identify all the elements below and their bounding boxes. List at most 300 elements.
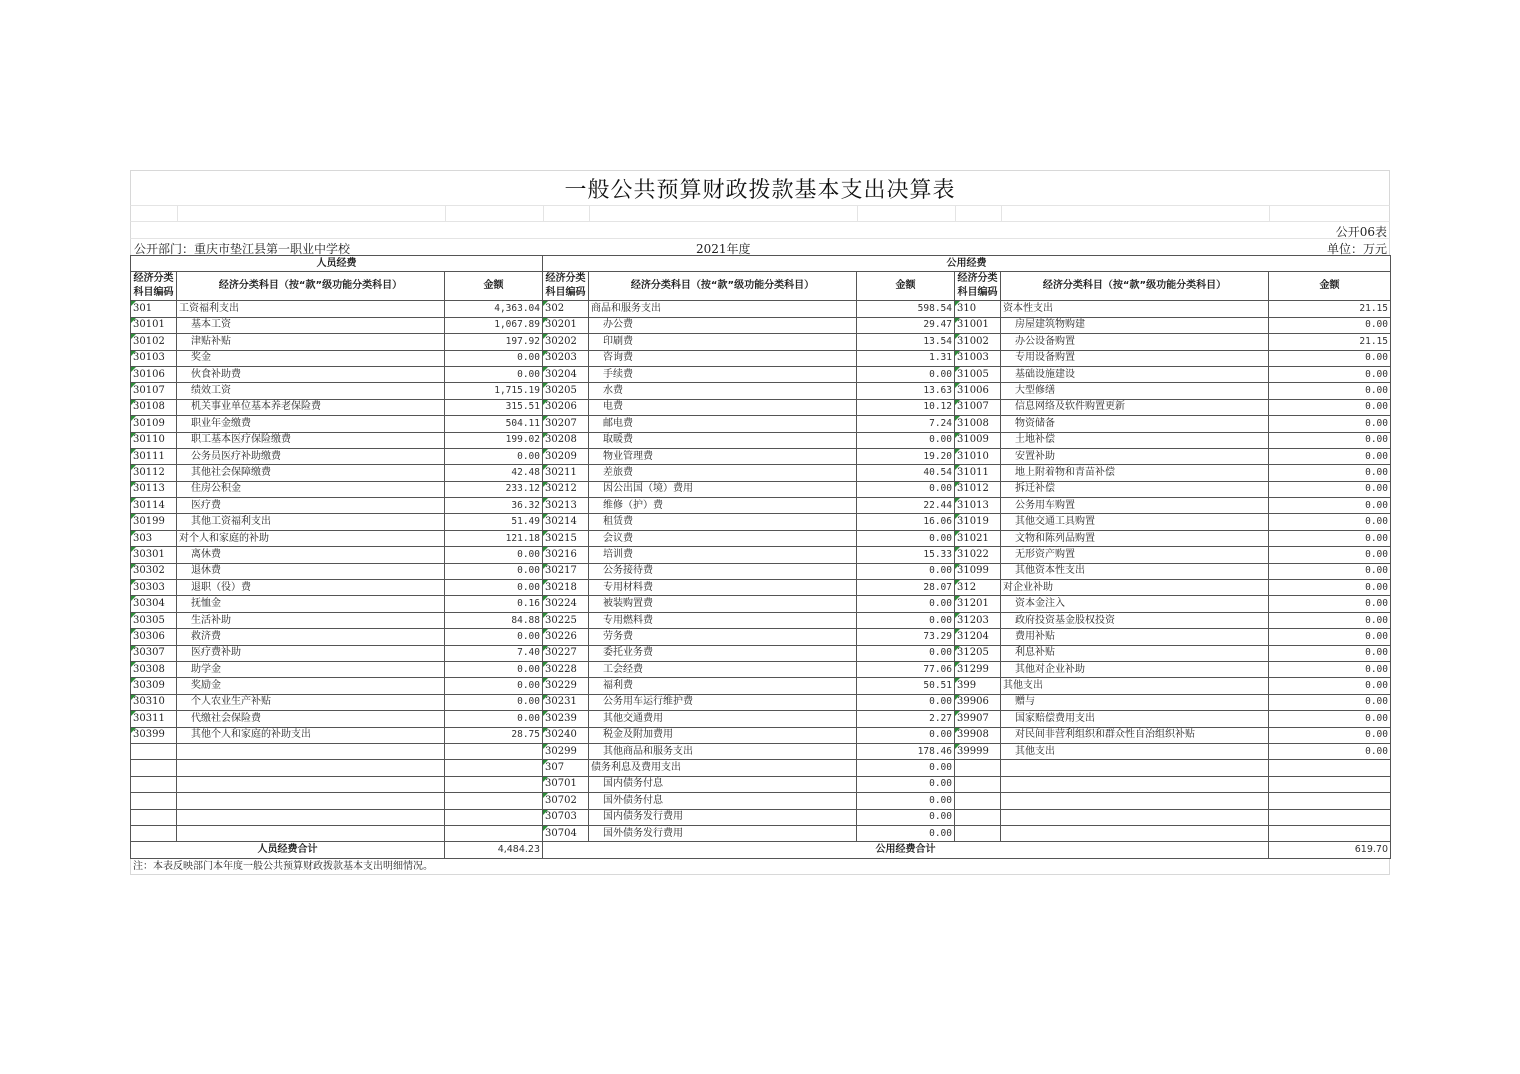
category-cell: 利息补贴	[1001, 645, 1269, 661]
code-cell: 30202	[543, 334, 589, 350]
report-sheet	[130, 170, 1390, 875]
category-cell: 伙食补助费	[177, 366, 445, 382]
category-cell: 物业管理费	[589, 448, 857, 464]
category-cell: 其他工资福利支出	[177, 514, 445, 530]
table-row	[131, 743, 1391, 759]
header-code: 经济分类科目编码	[543, 272, 589, 301]
code-cell: 31012	[955, 481, 1001, 497]
code-cell: 30310	[131, 694, 177, 710]
amount-cell: 0.00	[445, 661, 543, 677]
code-cell: 30206	[543, 399, 589, 415]
category-cell: 基础设施建设	[1001, 366, 1269, 382]
code-cell: 30308	[131, 661, 177, 677]
code-cell: 30109	[131, 416, 177, 432]
amount-cell: 0.00	[445, 678, 543, 694]
category-cell: 维修（护）费	[589, 498, 857, 514]
code-cell: 30309	[131, 678, 177, 694]
department: 公开部门：重庆市垫江县第一职业中学校	[134, 242, 351, 256]
amount-cell: 0.00	[445, 366, 543, 382]
category-cell: 绩效工资	[177, 383, 445, 399]
category-cell: 培训费	[589, 547, 857, 563]
amount-cell: 0.00	[857, 596, 955, 612]
personnel-total-label: 人员经费合计	[131, 842, 445, 858]
amount-cell: 13.54	[857, 334, 955, 350]
category-cell: 会议费	[589, 530, 857, 546]
amount-cell: 0.00	[1269, 448, 1391, 464]
amount-cell: 0.00	[1269, 481, 1391, 497]
category-cell: 土地补偿	[1001, 432, 1269, 448]
table-row	[131, 530, 1391, 546]
category-cell	[1001, 760, 1269, 776]
table-row	[131, 498, 1391, 514]
amount-cell: 315.51	[445, 399, 543, 415]
category-cell: 离休费	[177, 547, 445, 563]
category-cell: 电费	[589, 399, 857, 415]
amount-cell: 0.00	[1269, 612, 1391, 628]
amount-cell: 0.00	[1269, 317, 1391, 333]
amount-cell: 19.20	[857, 448, 955, 464]
category-cell: 奖金	[177, 350, 445, 366]
code-cell: 31007	[955, 399, 1001, 415]
category-cell: 水费	[589, 383, 857, 399]
amount-cell: 0.00	[1269, 547, 1391, 563]
code-cell: 30214	[543, 514, 589, 530]
table-row	[131, 793, 1391, 809]
amount-cell: 0.00	[445, 350, 543, 366]
amount-cell: 0.00	[1269, 645, 1391, 661]
title-row	[130, 170, 1390, 205]
category-cell	[177, 825, 445, 841]
table-row	[131, 563, 1391, 579]
header-amount: 金额	[857, 272, 955, 301]
form-id: 公开06表	[1335, 225, 1387, 239]
table-row	[131, 825, 1391, 841]
amount-cell: 0.00	[1269, 514, 1391, 530]
amount-cell	[445, 793, 543, 809]
code-cell: 30106	[131, 366, 177, 382]
category-cell: 信息网络及软件购置更新	[1001, 399, 1269, 415]
header-name: 经济分类科目（按“款”级功能分类科目）	[177, 272, 445, 301]
category-cell: 其他商品和服务支出	[589, 743, 857, 759]
column-header-row	[131, 272, 1391, 301]
code-cell: 30107	[131, 383, 177, 399]
code-cell: 31011	[955, 465, 1001, 481]
code-cell: 310	[955, 301, 1001, 317]
table-row	[131, 760, 1391, 776]
category-cell: 办公设备购置	[1001, 334, 1269, 350]
code-cell: 30203	[543, 350, 589, 366]
amount-cell: 0.00	[1269, 661, 1391, 677]
totals-row	[131, 842, 1391, 858]
category-cell: 债务利息及费用支出	[589, 760, 857, 776]
amount-cell: 233.12	[445, 481, 543, 497]
personnel-total-value: 4,484.23	[445, 842, 543, 858]
amount-cell	[445, 825, 543, 841]
public-total-value: 619.70	[1269, 842, 1391, 858]
amount-cell	[1269, 793, 1391, 809]
table-row	[131, 448, 1391, 464]
amount-cell: 21.15	[1269, 301, 1391, 317]
amount-cell: 0.00	[857, 530, 955, 546]
category-cell: 退职（役）费	[177, 580, 445, 596]
amount-cell: 0.00	[1269, 530, 1391, 546]
code-cell: 31205	[955, 645, 1001, 661]
amount-cell: 0.00	[857, 563, 955, 579]
category-cell: 奖励金	[177, 678, 445, 694]
amount-cell: 0.00	[857, 694, 955, 710]
amount-cell: 40.54	[857, 465, 955, 481]
amount-cell: 0.00	[445, 694, 543, 710]
table-row	[131, 612, 1391, 628]
amount-cell: 0.00	[857, 481, 955, 497]
amount-cell: 7.40	[445, 645, 543, 661]
code-cell: 31203	[955, 612, 1001, 628]
category-cell: 对个人和家庭的补助	[177, 530, 445, 546]
category-cell: 住房公积金	[177, 481, 445, 497]
code-cell	[955, 825, 1001, 841]
code-cell: 30306	[131, 629, 177, 645]
table-row	[131, 383, 1391, 399]
category-cell: 专用燃料费	[589, 612, 857, 628]
category-cell	[177, 793, 445, 809]
amount-cell: 0.00	[1269, 383, 1391, 399]
code-cell: 31005	[955, 366, 1001, 382]
amount-cell: 197.92	[445, 334, 543, 350]
code-cell: 30102	[131, 334, 177, 350]
amount-cell: 0.00	[1269, 399, 1391, 415]
code-cell: 30399	[131, 727, 177, 743]
fiscal-year: 2021年度	[696, 242, 751, 256]
code-cell: 31299	[955, 661, 1001, 677]
category-cell: 代缴社会保险费	[177, 711, 445, 727]
code-cell: 303	[131, 530, 177, 546]
code-cell: 30702	[543, 793, 589, 809]
category-cell	[177, 743, 445, 759]
category-cell	[1001, 776, 1269, 792]
amount-cell: 178.46	[857, 743, 955, 759]
amount-cell: 0.00	[1269, 563, 1391, 579]
amount-cell: 0.00	[1269, 366, 1391, 382]
code-cell: 30110	[131, 432, 177, 448]
category-cell: 其他交通费用	[589, 711, 857, 727]
code-cell	[131, 825, 177, 841]
table-row	[131, 727, 1391, 743]
code-cell	[131, 776, 177, 792]
table-row	[131, 481, 1391, 497]
amount-cell: 0.00	[857, 793, 955, 809]
code-cell: 39907	[955, 711, 1001, 727]
code-cell: 30213	[543, 498, 589, 514]
amount-cell: 84.88	[445, 612, 543, 628]
amount-cell: 0.00	[1269, 432, 1391, 448]
amount-cell: 0.00	[445, 547, 543, 563]
table-row	[131, 645, 1391, 661]
code-cell: 30301	[131, 547, 177, 563]
code-cell: 30111	[131, 448, 177, 464]
code-cell: 39906	[955, 694, 1001, 710]
code-cell: 30305	[131, 612, 177, 628]
spacer-row	[130, 205, 1390, 221]
category-cell: 赠与	[1001, 694, 1269, 710]
amount-cell: 0.00	[1269, 678, 1391, 694]
amount-cell: 0.00	[857, 825, 955, 841]
amount-cell: 29.47	[857, 317, 955, 333]
section-personnel: 人员经费	[131, 256, 543, 272]
category-cell: 公务员医疗补助缴费	[177, 448, 445, 464]
header-name: 经济分类科目（按“款”级功能分类科目）	[589, 272, 857, 301]
amount-cell: 0.00	[857, 727, 955, 743]
code-cell: 30303	[131, 580, 177, 596]
category-cell: 物资储备	[1001, 416, 1269, 432]
category-cell: 公务用车运行维护费	[589, 694, 857, 710]
amount-cell: 0.00	[857, 776, 955, 792]
code-cell: 30101	[131, 317, 177, 333]
category-cell	[177, 760, 445, 776]
code-cell: 31001	[955, 317, 1001, 333]
header-code: 经济分类科目编码	[955, 272, 1001, 301]
amount-cell: 0.00	[857, 366, 955, 382]
code-cell: 30204	[543, 366, 589, 382]
section-header-row	[131, 256, 1391, 272]
category-cell: 公务用车购置	[1001, 498, 1269, 514]
category-cell: 安置补助	[1001, 448, 1269, 464]
code-cell	[955, 809, 1001, 825]
amount-cell: 0.00	[1269, 498, 1391, 514]
header-amount: 金额	[1269, 272, 1391, 301]
code-cell: 31099	[955, 563, 1001, 579]
category-cell: 专用材料费	[589, 580, 857, 596]
code-cell	[131, 743, 177, 759]
category-cell	[1001, 809, 1269, 825]
amount-cell: 0.00	[1269, 350, 1391, 366]
table-row	[131, 416, 1391, 432]
table-row	[131, 350, 1391, 366]
header-code: 经济分类科目编码	[131, 272, 177, 301]
table-row	[131, 399, 1391, 415]
code-cell: 30217	[543, 563, 589, 579]
category-cell: 职业年金缴费	[177, 416, 445, 432]
code-cell: 31021	[955, 530, 1001, 546]
code-cell: 302	[543, 301, 589, 317]
table-row	[131, 711, 1391, 727]
amount-cell	[1269, 809, 1391, 825]
code-cell: 30302	[131, 563, 177, 579]
category-cell	[177, 776, 445, 792]
table-row	[131, 776, 1391, 792]
code-cell: 30215	[543, 530, 589, 546]
category-cell: 工资福利支出	[177, 301, 445, 317]
code-cell: 307	[543, 760, 589, 776]
amount-cell: 22.44	[857, 498, 955, 514]
amount-cell	[445, 760, 543, 776]
category-cell: 差旅费	[589, 465, 857, 481]
category-cell: 劳务费	[589, 629, 857, 645]
category-cell	[1001, 793, 1269, 809]
public-total-label: 公用经费合计	[543, 842, 1269, 858]
amount-cell: 28.07	[857, 580, 955, 596]
code-cell	[955, 793, 1001, 809]
code-cell: 399	[955, 678, 1001, 694]
amount-cell: 0.00	[1269, 694, 1391, 710]
code-cell: 30201	[543, 317, 589, 333]
category-cell: 福利费	[589, 678, 857, 694]
header-name: 经济分类科目（按“款”级功能分类科目）	[1001, 272, 1269, 301]
code-cell: 30239	[543, 711, 589, 727]
code-cell: 30307	[131, 645, 177, 661]
amount-cell: 0.00	[445, 580, 543, 596]
amount-cell: 16.06	[857, 514, 955, 530]
amount-cell: 0.00	[1269, 727, 1391, 743]
amount-cell: 0.00	[445, 629, 543, 645]
amount-cell: 2.27	[857, 711, 955, 727]
category-cell: 国家赔偿费用支出	[1001, 711, 1269, 727]
category-cell: 房屋建筑物购建	[1001, 317, 1269, 333]
code-cell: 31019	[955, 514, 1001, 530]
amount-cell: 0.00	[1269, 416, 1391, 432]
category-cell: 地上附着物和青苗补偿	[1001, 465, 1269, 481]
category-cell: 其他资本性支出	[1001, 563, 1269, 579]
category-cell: 对民间非营利组织和群众性自治组织补贴	[1001, 727, 1269, 743]
table-row	[131, 809, 1391, 825]
category-cell: 个人农业生产补贴	[177, 694, 445, 710]
amount-cell: 0.00	[1269, 629, 1391, 645]
code-cell	[131, 793, 177, 809]
code-cell: 30113	[131, 481, 177, 497]
code-cell: 31006	[955, 383, 1001, 399]
table-row	[131, 678, 1391, 694]
table-row	[131, 580, 1391, 596]
code-cell: 30199	[131, 514, 177, 530]
table-row	[131, 514, 1391, 530]
table-row	[131, 432, 1391, 448]
table-row	[131, 596, 1391, 612]
code-cell: 30103	[131, 350, 177, 366]
category-cell: 医疗费	[177, 498, 445, 514]
category-cell: 其他个人和家庭的补助支出	[177, 727, 445, 743]
code-cell: 31009	[955, 432, 1001, 448]
code-cell: 30225	[543, 612, 589, 628]
code-cell: 30311	[131, 711, 177, 727]
code-cell: 30703	[543, 809, 589, 825]
category-cell: 其他支出	[1001, 678, 1269, 694]
amount-cell: 0.00	[1269, 596, 1391, 612]
code-cell: 30218	[543, 580, 589, 596]
code-cell: 39908	[955, 727, 1001, 743]
category-cell: 国内债务付息	[589, 776, 857, 792]
category-cell: 商品和服务支出	[589, 301, 857, 317]
category-cell: 工会经费	[589, 661, 857, 677]
amount-cell: 0.00	[445, 563, 543, 579]
department-row	[130, 238, 1390, 255]
category-cell: 职工基本医疗保险缴费	[177, 432, 445, 448]
category-cell: 资本性支出	[1001, 301, 1269, 317]
amount-cell: 504.11	[445, 416, 543, 432]
category-cell: 助学金	[177, 661, 445, 677]
amount-cell: 42.48	[445, 465, 543, 481]
code-cell: 31002	[955, 334, 1001, 350]
amount-cell: 10.12	[857, 399, 955, 415]
code-cell: 30207	[543, 416, 589, 432]
category-cell: 退休费	[177, 563, 445, 579]
category-cell: 其他对企业补助	[1001, 661, 1269, 677]
category-cell: 生活补助	[177, 612, 445, 628]
category-cell: 对企业补助	[1001, 580, 1269, 596]
code-cell: 31201	[955, 596, 1001, 612]
category-cell: 手续费	[589, 366, 857, 382]
amount-cell: 1.31	[857, 350, 955, 366]
code-cell: 31003	[955, 350, 1001, 366]
amount-cell: 121.18	[445, 530, 543, 546]
category-cell: 邮电费	[589, 416, 857, 432]
amount-cell: 0.00	[1269, 465, 1391, 481]
amount-cell: 4,363.04	[445, 301, 543, 317]
amount-cell: 36.32	[445, 498, 543, 514]
amount-cell: 0.00	[857, 809, 955, 825]
code-cell: 30224	[543, 596, 589, 612]
amount-cell	[445, 743, 543, 759]
category-cell: 被装购置费	[589, 596, 857, 612]
category-cell: 国内债务发行费用	[589, 809, 857, 825]
category-cell: 咨询费	[589, 350, 857, 366]
category-cell: 国外债务付息	[589, 793, 857, 809]
amount-cell	[1269, 825, 1391, 841]
table-row	[131, 334, 1391, 350]
category-cell: 抚恤金	[177, 596, 445, 612]
category-cell: 无形资产购置	[1001, 547, 1269, 563]
table-row	[131, 661, 1391, 677]
amount-cell: 0.00	[857, 612, 955, 628]
code-cell: 30209	[543, 448, 589, 464]
amount-cell: 1,715.19	[445, 383, 543, 399]
table-row	[131, 366, 1391, 382]
code-cell: 31013	[955, 498, 1001, 514]
table-row	[131, 317, 1391, 333]
amount-cell: 0.00	[1269, 711, 1391, 727]
code-cell: 30208	[543, 432, 589, 448]
code-cell: 30226	[543, 629, 589, 645]
amount-cell: 0.00	[857, 645, 955, 661]
section-public: 公用经费	[543, 256, 1391, 272]
amount-cell: 21.15	[1269, 334, 1391, 350]
code-cell: 30240	[543, 727, 589, 743]
page-title: 一般公共预算财政拨款基本支出决算表	[564, 177, 956, 203]
category-cell: 费用补贴	[1001, 629, 1269, 645]
code-cell: 30212	[543, 481, 589, 497]
amount-cell: 0.00	[445, 711, 543, 727]
code-cell: 30227	[543, 645, 589, 661]
form-id-row	[130, 221, 1390, 238]
category-cell: 医疗费补助	[177, 645, 445, 661]
amount-cell	[1269, 776, 1391, 792]
amount-cell: 77.06	[857, 661, 955, 677]
footnote: 注：本表反映部门本年度一般公共预算财政拨款基本支出明细情况。	[130, 859, 1390, 875]
code-cell: 30229	[543, 678, 589, 694]
amount-cell: 0.00	[857, 760, 955, 776]
amount-cell: 50.51	[857, 678, 955, 694]
category-cell: 政府投资基金股权投资	[1001, 612, 1269, 628]
category-cell: 委托业务费	[589, 645, 857, 661]
category-cell: 基本工资	[177, 317, 445, 333]
amount-cell: 13.63	[857, 383, 955, 399]
code-cell: 31022	[955, 547, 1001, 563]
category-cell: 专用设备购置	[1001, 350, 1269, 366]
amount-cell: 0.00	[857, 432, 955, 448]
category-cell: 办公费	[589, 317, 857, 333]
code-cell: 30701	[543, 776, 589, 792]
header-amount: 金额	[445, 272, 543, 301]
category-cell: 租赁费	[589, 514, 857, 530]
category-cell: 救济费	[177, 629, 445, 645]
